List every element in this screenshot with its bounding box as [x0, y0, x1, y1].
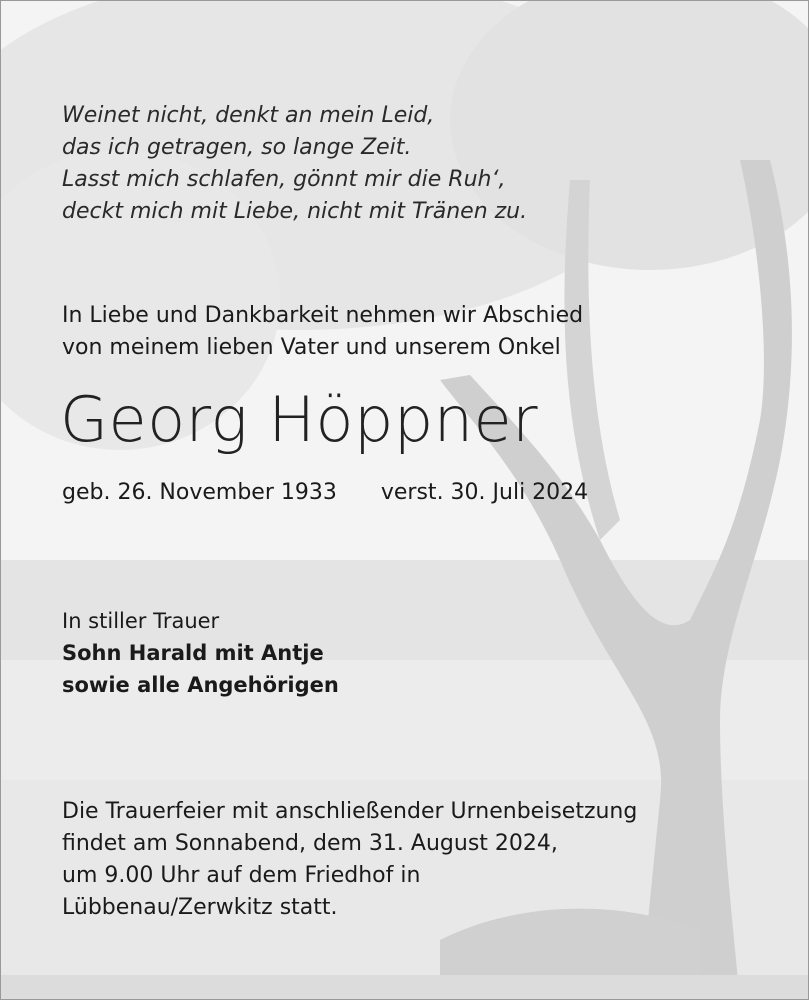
funeral-info: [62, 796, 637, 924]
poem-line: deckt mich mit Liebe, nicht mit Tränen zu.: [62, 199, 528, 224]
poem-line: das ich getragen, so lange Zeit.: [62, 135, 412, 160]
poem-line: Lasst mich schlafen, gönnt mir die Ruh‘,: [62, 167, 506, 192]
deceased-name: Georg Höppner: [60, 383, 539, 456]
funeral-line: um 9.00 Uhr auf dem Friedhof in: [62, 863, 421, 888]
intro-text: [62, 300, 583, 364]
funeral-line: Die Trauerfeier mit anschließender Urnenbeisetzung: [62, 799, 638, 824]
death-date: verst. 30. Juli 2024: [380, 480, 589, 505]
birth-date: geb. 26. November 1933: [62, 480, 337, 505]
intro-line: von meinem lieben Vater und unserem Onkel: [62, 335, 561, 360]
life-dates: [62, 480, 588, 505]
funeral-line: Lübbenau/Zerwkitz statt.: [62, 895, 338, 920]
funeral-line: findet am Sonnabend, dem 31. August 2024,: [62, 831, 558, 856]
mourning-label: In stiller Trauer: [62, 609, 220, 633]
poem: [62, 100, 527, 228]
mourner-line: sowie alle Angehörigen: [62, 673, 339, 697]
intro-line: In Liebe und Dankbarkeit nehmen wir Abschied: [62, 303, 584, 328]
mourners: [62, 605, 339, 701]
poem-line: Weinet nicht, denkt an mein Leid,: [62, 103, 435, 128]
mourner-line: Sohn Harald mit Antje: [62, 641, 324, 665]
